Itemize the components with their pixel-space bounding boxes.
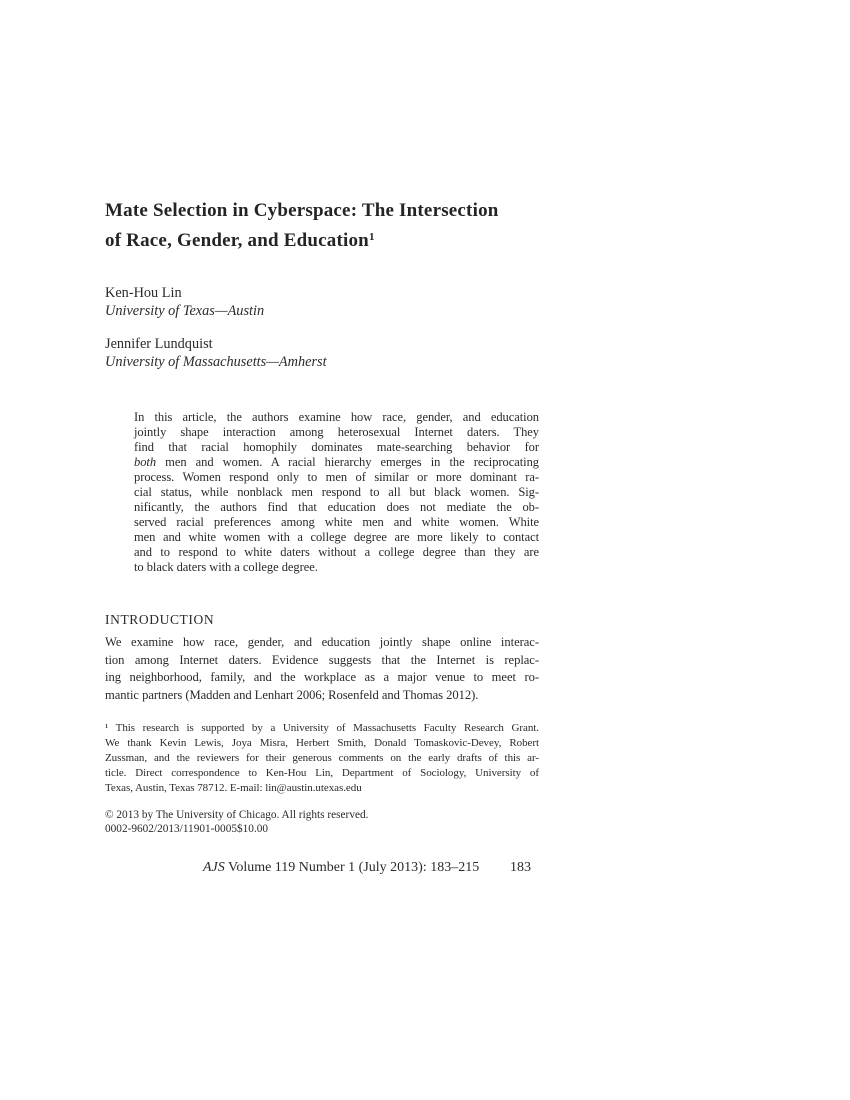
text-line: We thank Kevin Lewis, Joya Misra, Herbert Smith, Donald Tomaskovic-Devey, Robert — [105, 737, 539, 749]
section-heading-introduction: INTRODUCTION — [105, 612, 215, 627]
author-name: Jennifer Lundquist — [105, 336, 213, 352]
text-line: cial status, while nonblack men respond to all but black women. Sig- — [134, 485, 539, 499]
text-line: mantic partners (Madden and Lenhart 2006; Rosenfeld and Thomas 2012). — [105, 687, 479, 702]
journal-citation — [203, 858, 479, 878]
copyright-line: © 2013 by The University of Chicago. All rights reserved. — [105, 809, 369, 821]
text-line: ticle. Direct correspondence to Ken-Hou Lin, Department of Sociology, University of — [105, 767, 539, 779]
introduction-paragraph — [105, 634, 539, 704]
text-line: Texas, Austin, Texas 78712. E-mail: lin@austin.utexas.edu — [105, 782, 362, 794]
footnote — [105, 721, 539, 796]
author-block-2 — [105, 336, 539, 371]
author-name: Ken-Hou Lin — [105, 285, 182, 301]
text-line: to black daters with a college degree. — [134, 560, 318, 574]
journal-footer — [0, 858, 850, 880]
text-line: served racial preferences among white men and white women. White — [134, 515, 539, 529]
page-number: 183 — [510, 860, 531, 875]
text-line: tion among Internet daters. Evidence suggests that the Internet is replac- — [105, 652, 539, 667]
author-block-1 — [105, 285, 539, 320]
journal-abbrev: AJS — [203, 860, 225, 875]
issn-line: 0002-9602/2013/11901-0005$10.00 — [105, 822, 269, 835]
text-line: ing neighborhood, family, and the workplace as a major venue to meet ro- — [105, 670, 539, 684]
text-line: jointly shape interaction among heterosexual Internet daters. They — [134, 425, 539, 439]
paper-title-line2: of Race, Gender, and Education — [105, 230, 369, 251]
text-line: find that racial homophily dominates mate-searching behavior for — [134, 440, 539, 454]
author-affiliation: University of Texas—Austin — [105, 302, 265, 319]
text-line: In this article, the authors examine how race, gender, and education — [134, 410, 539, 424]
paper-title — [105, 196, 550, 256]
journal-citation-rest: Volume 119 Number 1 (July 2013): 183–215 — [224, 860, 480, 875]
text-line: Zussman, and the reviewers for their generous comments on the early drafts of this ar- — [105, 752, 539, 764]
text-line: We examine how race, gender, and education jointly shape online interac- — [105, 635, 539, 649]
title-footnote-marker: 1 — [368, 231, 375, 243]
text-line: nificantly, the authors find that education does not mediate the ob- — [134, 500, 539, 514]
text-line: process. Women respond only to men of similar or more dominant ra- — [134, 470, 539, 484]
author-affiliation: University of Massachusetts—Amherst — [105, 353, 327, 370]
text-line: and to respond to white daters without a college degree than they are — [134, 545, 539, 559]
text-line: men and white women with a college degree are more likely to contact — [134, 530, 539, 544]
abstract — [134, 410, 539, 575]
paper-title-line1: Mate Selection in Cyberspace: The Intersection — [105, 200, 499, 221]
copyright-block — [105, 809, 539, 836]
text-line: ¹ This research is supported by a University of Massachusetts Faculty Research Grant. — [105, 722, 539, 734]
text-line: both men and women. A racial hierarchy emerges in the reciprocating — [134, 455, 539, 469]
